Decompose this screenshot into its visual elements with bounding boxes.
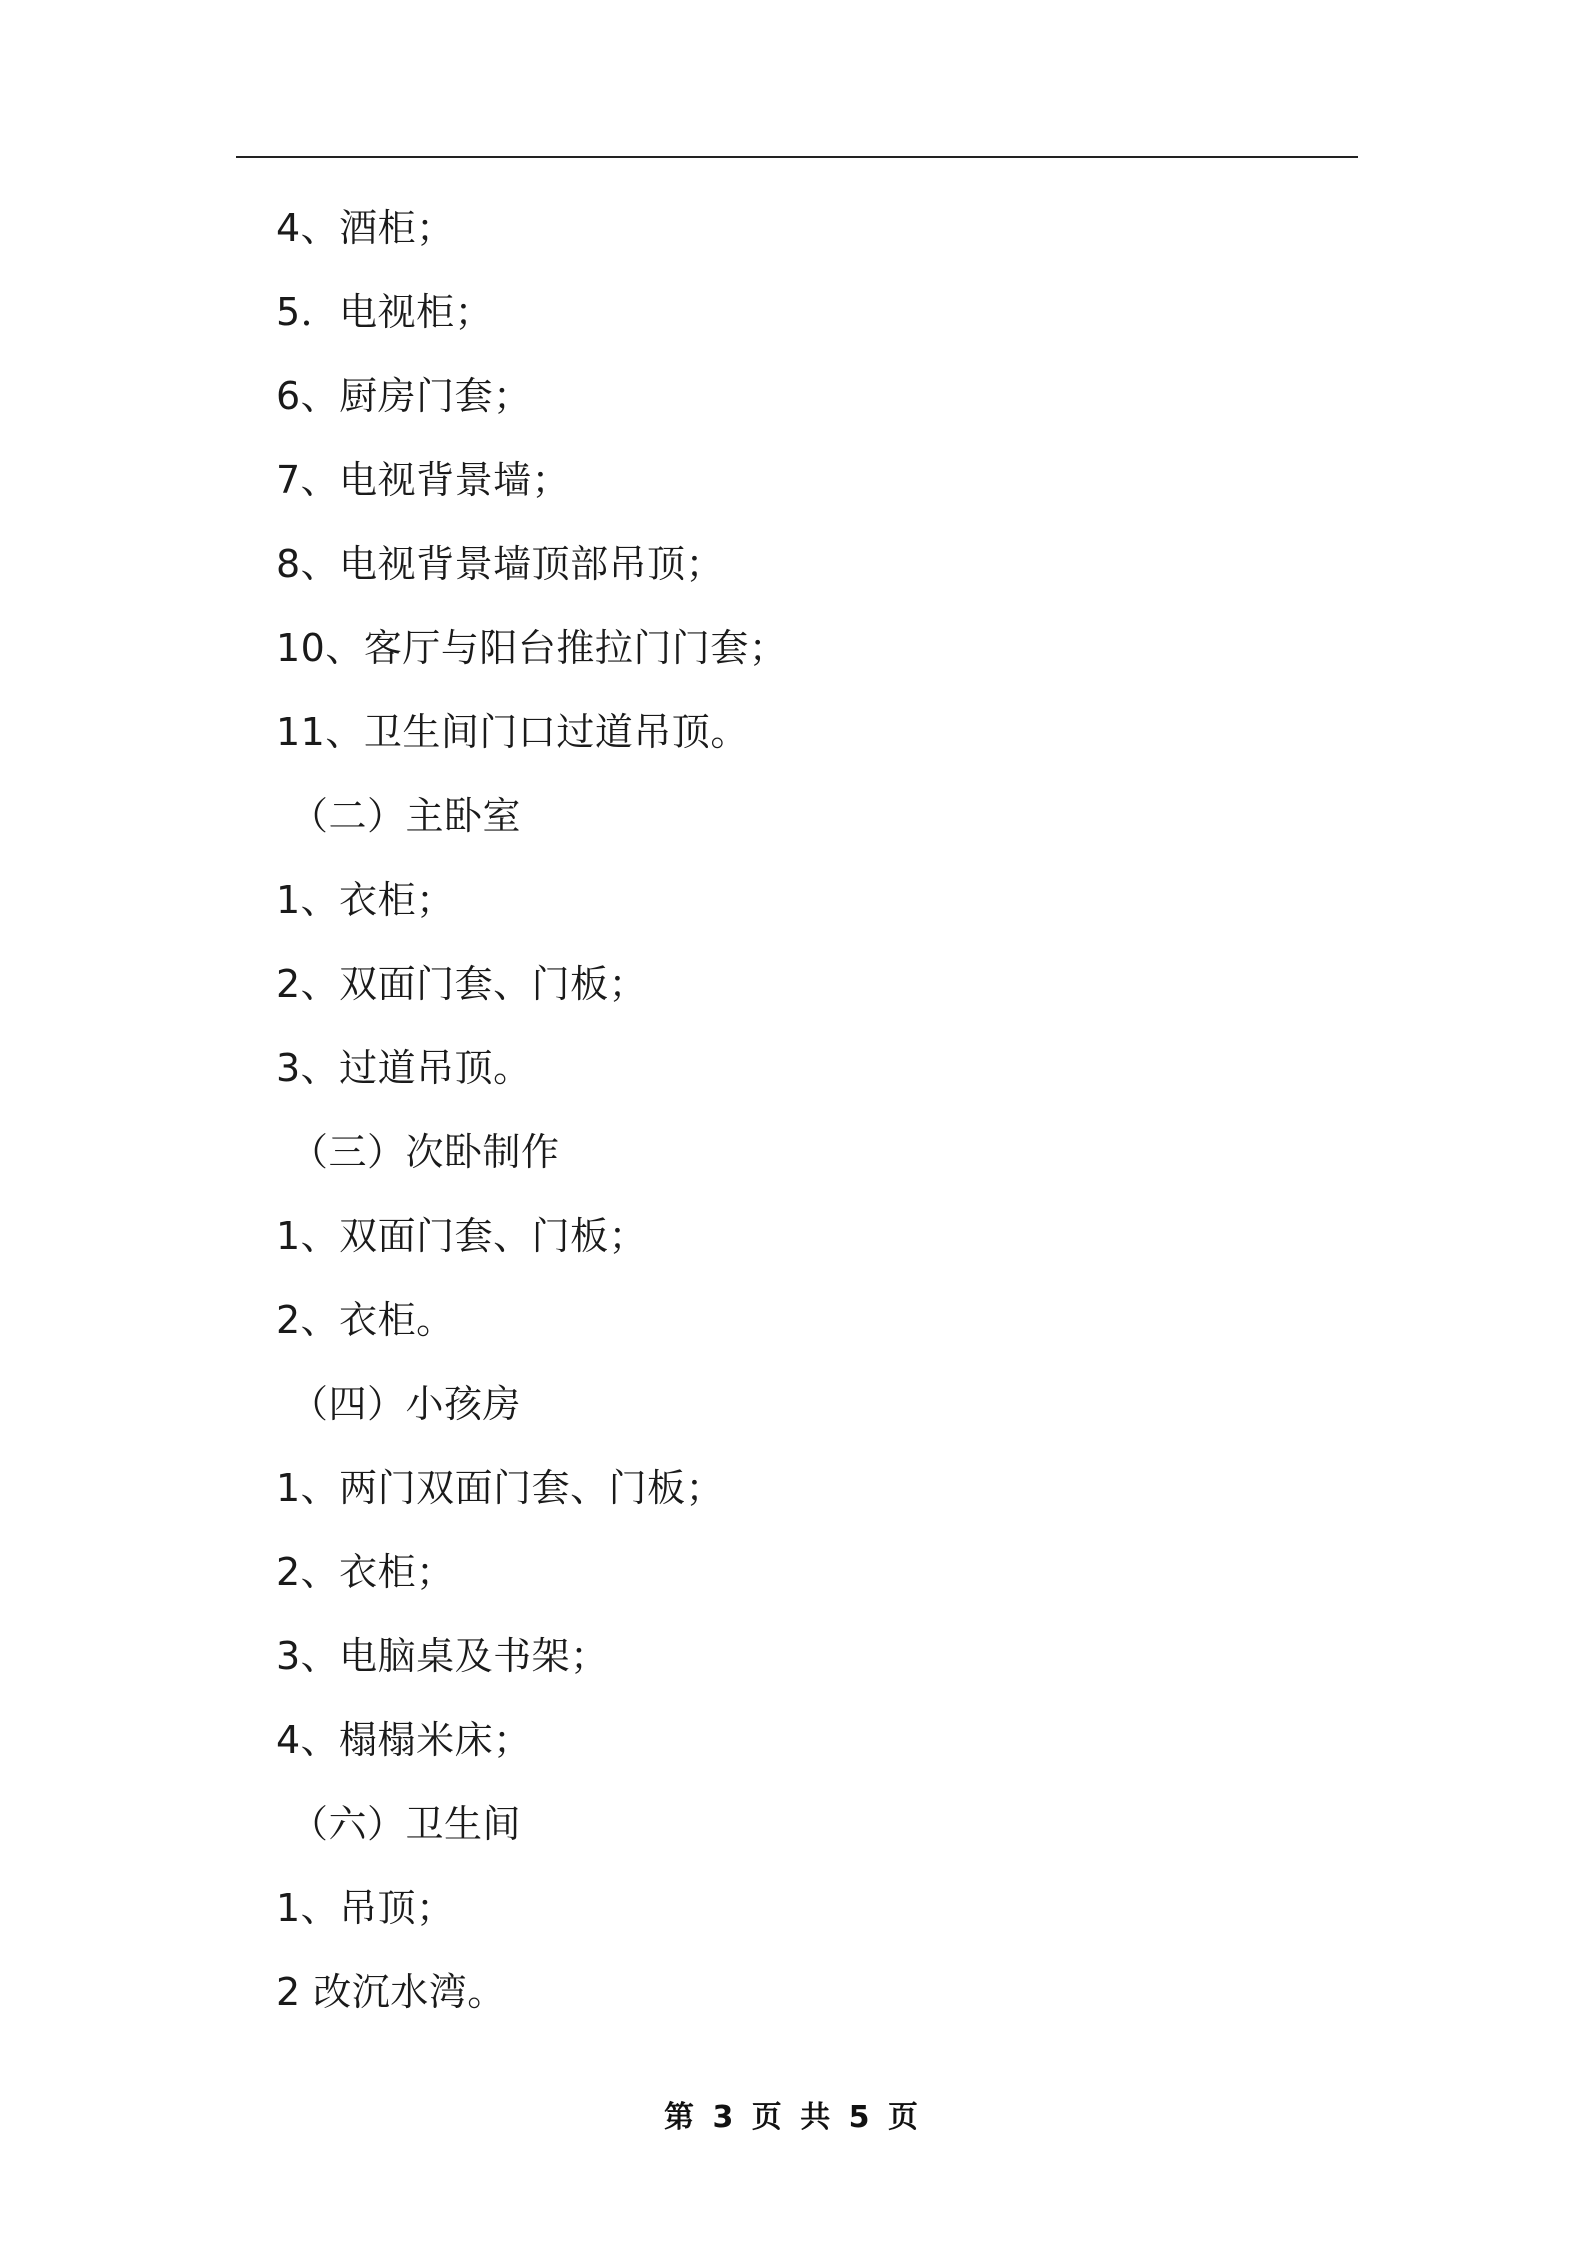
page-number-footer: 第 3 页 共 5 页	[664, 2100, 922, 2135]
list-item: 1、吊顶；	[276, 1886, 455, 1930]
list-item: 2、双面门套、门板；	[276, 962, 648, 1006]
list-item: 4、酒柜；	[276, 206, 455, 250]
list-item: 1、两门双面门套、门板；	[276, 1466, 725, 1510]
list-item: 1、衣柜；	[276, 878, 455, 922]
list-item: 3、过道吊顶。	[276, 1046, 532, 1090]
list-item: 3、电脑桌及书架；	[276, 1634, 609, 1678]
list-item: 7、电视背景墙；	[276, 458, 571, 502]
list-item: 8、电视背景墙顶部吊顶；	[276, 542, 725, 586]
list-item: 2、衣柜。	[276, 1298, 455, 1342]
list-item: 2 改沉水湾。	[276, 1970, 506, 2014]
list-item: 11、卫生间门口过道吊顶。	[276, 710, 749, 754]
list-item: 2、衣柜；	[276, 1550, 455, 1594]
list-item: 10、客厅与阳台推拉门门套；	[276, 626, 788, 670]
list-item: 1、双面门套、门板；	[276, 1214, 648, 1258]
list-item: 5．电视柜；	[276, 290, 494, 334]
list-item: 4、榻榻米床；	[276, 1718, 532, 1762]
section-heading: （四）小孩房	[290, 1382, 522, 1426]
header-divider	[236, 156, 1358, 158]
section-heading: （二）主卧室	[290, 794, 522, 838]
section-heading: （六）卫生间	[290, 1802, 522, 1846]
document-body	[276, 196, 1316, 2044]
list-item: 6、厨房门套；	[276, 374, 532, 418]
section-heading: （三）次卧制作	[290, 1130, 560, 1174]
